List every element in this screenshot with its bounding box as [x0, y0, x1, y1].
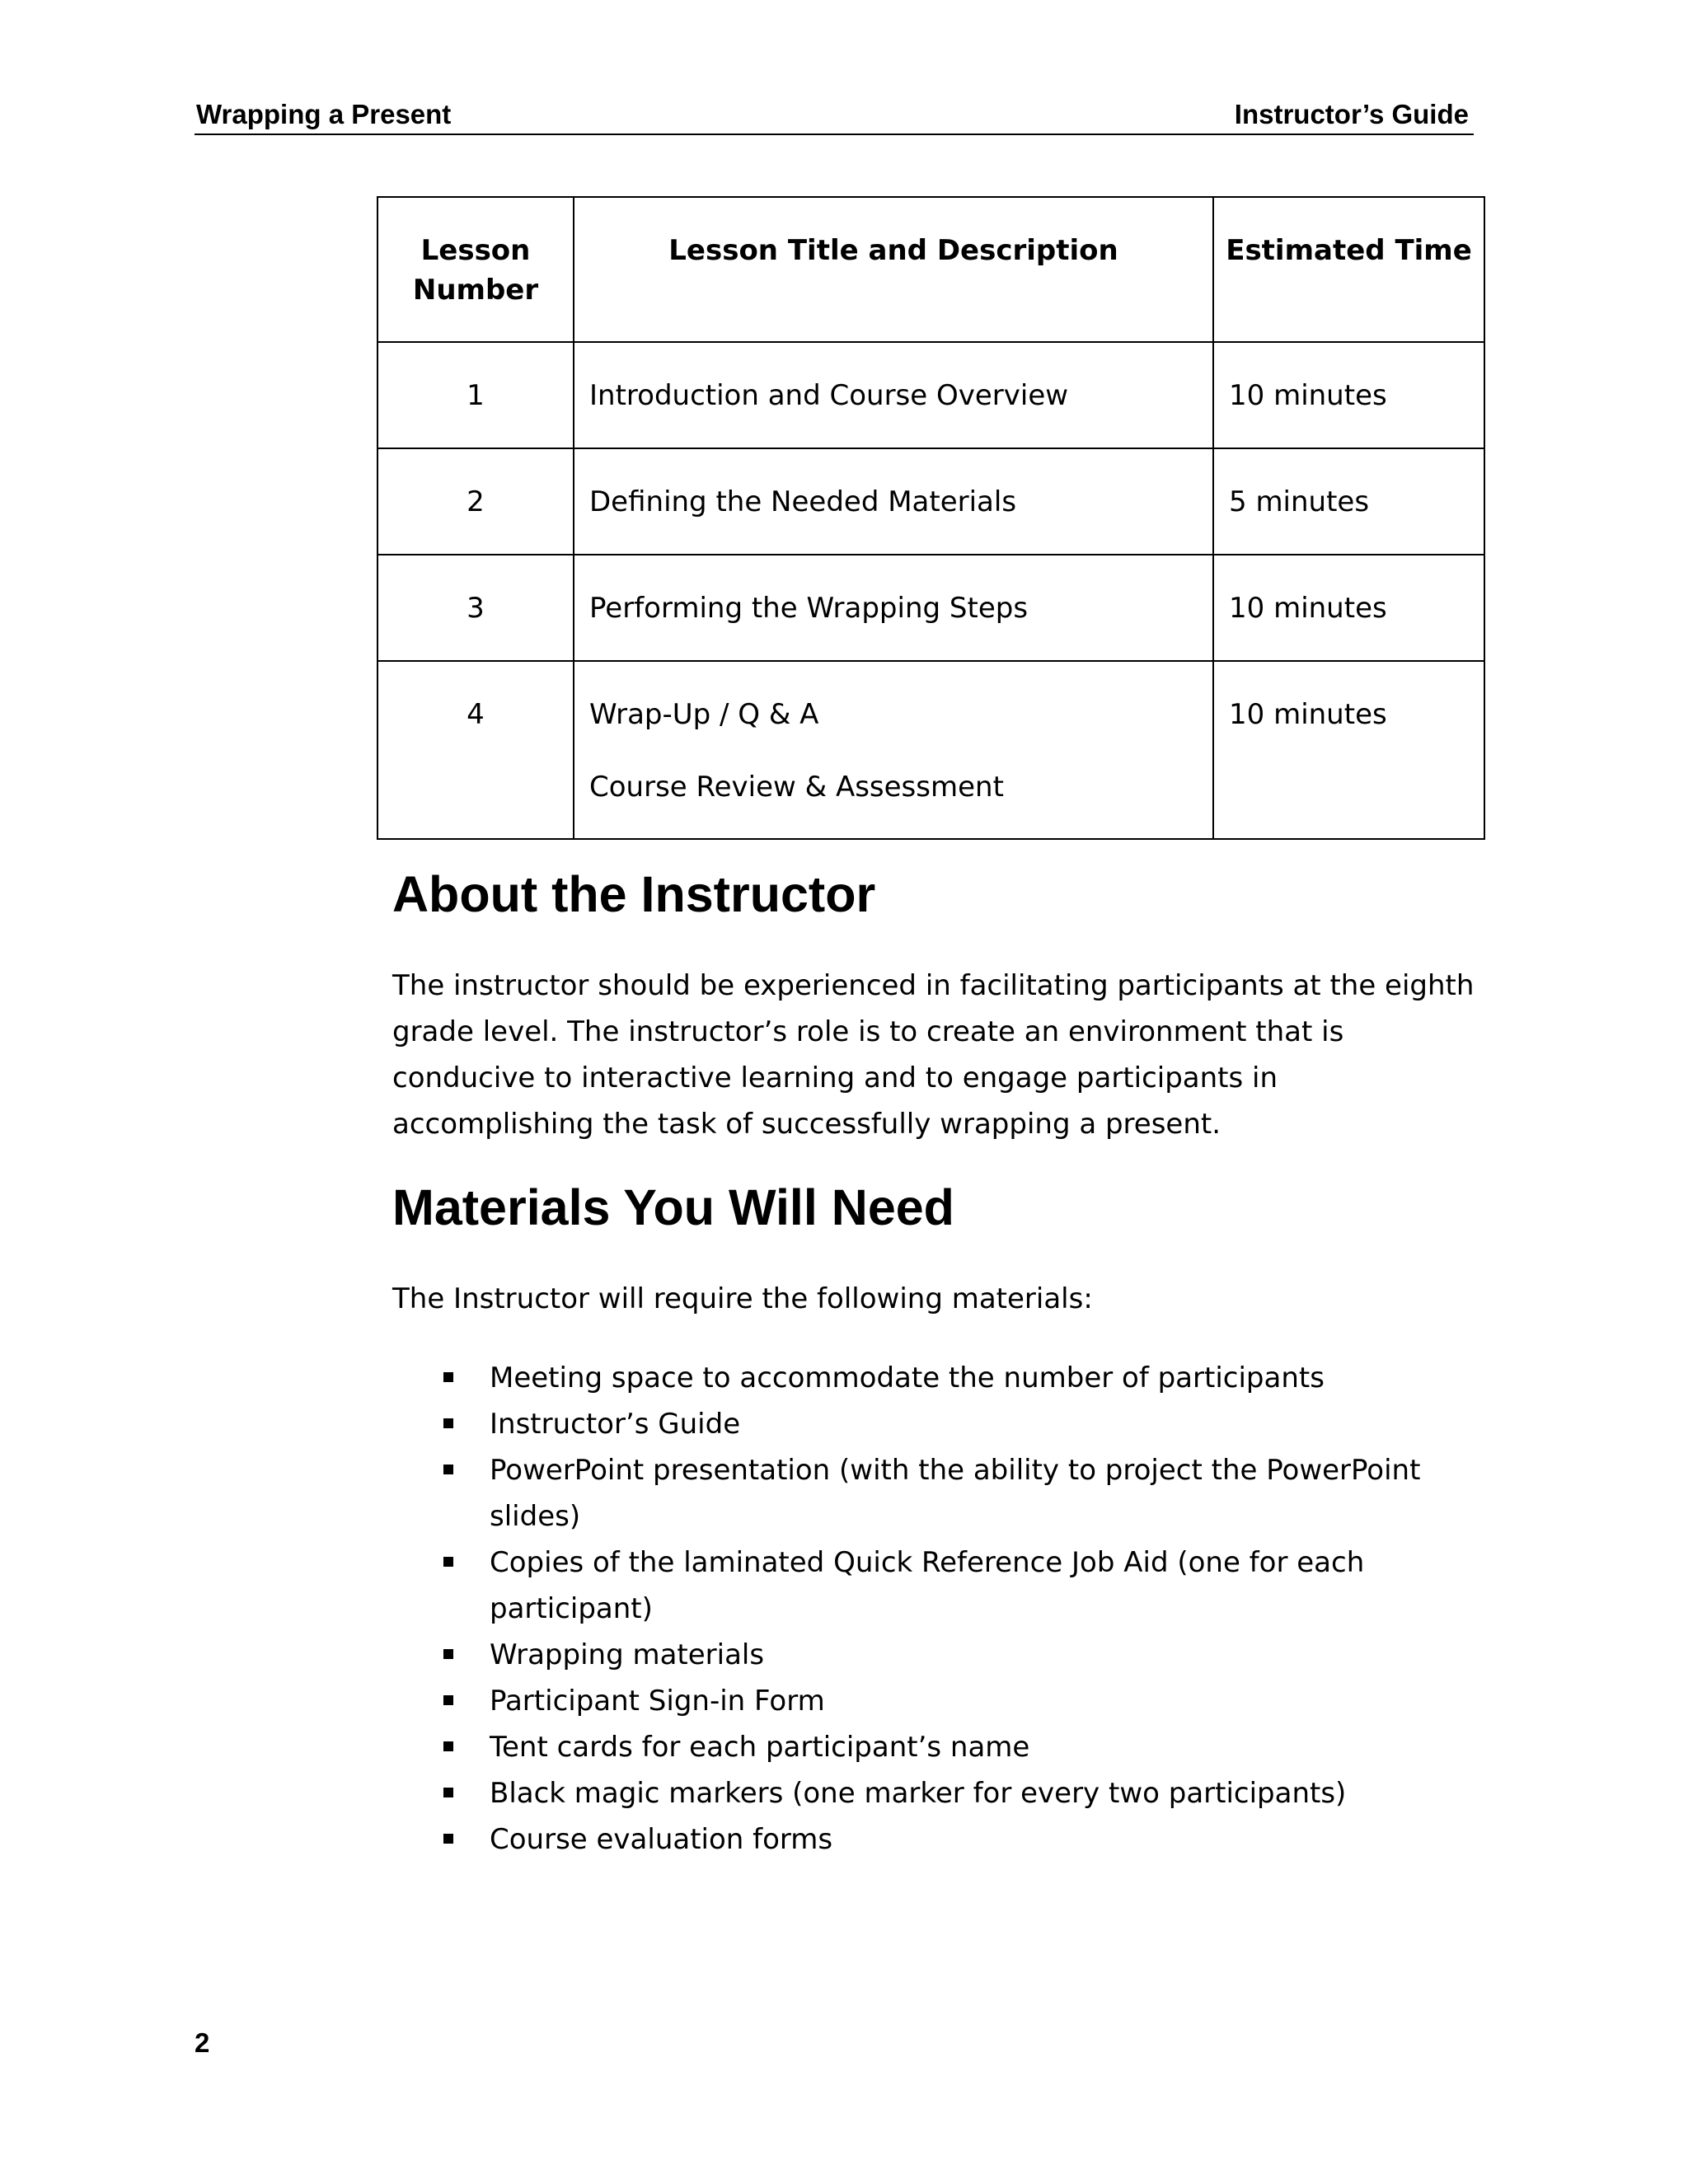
lesson-title-cell: Introduction and Course Overview	[574, 342, 1213, 448]
materials-heading: Materials You Will Need	[392, 1179, 954, 1235]
list-item	[392, 1724, 1464, 1770]
table-header-row	[377, 197, 1484, 342]
lesson-number-cell: 3	[377, 555, 574, 661]
lesson-table	[377, 196, 1485, 840]
lesson-time-cell: 10 minutes	[1213, 661, 1484, 839]
list-item	[392, 1401, 1464, 1447]
about-instructor-heading: About the Instructor	[392, 866, 876, 922]
list-item	[392, 1632, 1464, 1678]
lesson-title-text: Wrap-Up / Q & A	[589, 698, 819, 731]
square-bullet-icon	[443, 1557, 453, 1567]
lesson-time-cell: 5 minutes	[1213, 448, 1484, 555]
table-row	[377, 448, 1484, 555]
materials-list	[392, 1355, 1464, 1863]
list-item-text: PowerPoint presentation (with the ability to project the PowerPoint slides)	[490, 1454, 1421, 1533]
table-row	[377, 555, 1484, 661]
list-item-text: Meeting space to accommodate the number of participants	[490, 1361, 1325, 1394]
square-bullet-icon	[443, 1649, 453, 1659]
header-guide-label: Instructor’s Guide	[1234, 99, 1469, 129]
header-document-title: Wrapping a Present	[196, 99, 452, 129]
list-item	[392, 1540, 1464, 1632]
list-item	[392, 1816, 1464, 1863]
page-number: 2	[195, 2027, 210, 2058]
about-instructor-paragraph: The instructor should be experienced in facilitating participants at the eighth grade level. The instructor’s role is to create an environment that is conducive to interactive learning and to engage participants in accomplishing the task of successfully wrapping a present.	[392, 969, 1475, 1141]
list-item	[392, 1447, 1464, 1540]
lesson-number-cell: 1	[377, 342, 574, 448]
header-estimated-time: Estimated Time	[1213, 197, 1484, 342]
lesson-title-cell: Defining the Needed Materials	[574, 448, 1213, 555]
list-item	[392, 1770, 1464, 1816]
lesson-time-cell: 10 minutes	[1213, 342, 1484, 448]
square-bullet-icon	[443, 1372, 453, 1382]
table-row	[377, 342, 1484, 448]
lesson-title-cell	[574, 661, 1213, 839]
list-item	[392, 1355, 1464, 1401]
lesson-title-cell: Performing the Wrapping Steps	[574, 555, 1213, 661]
list-item-text: Black magic markers (one marker for every two participants)	[490, 1777, 1347, 1810]
page-header	[195, 97, 1474, 135]
lesson-number-cell: 2	[377, 448, 574, 555]
lesson-number-cell: 4	[377, 661, 574, 839]
list-item-text: Tent cards for each participant’s name	[490, 1731, 1030, 1764]
square-bullet-icon	[443, 1465, 453, 1474]
square-bullet-icon	[443, 1695, 453, 1705]
square-bullet-icon	[443, 1418, 453, 1428]
list-item	[392, 1678, 1464, 1724]
table-row	[377, 661, 1484, 839]
square-bullet-icon	[443, 1788, 453, 1797]
square-bullet-icon	[443, 1834, 453, 1844]
header-lesson-number: Lesson Number	[377, 197, 574, 342]
list-item-text: Instructor’s Guide	[490, 1408, 741, 1441]
list-item-text: Course evaluation forms	[490, 1823, 833, 1856]
list-item-text: Participant Sign-in Form	[490, 1685, 825, 1718]
lesson-subtitle-text: Course Review & Assessment	[589, 771, 1004, 804]
header-lesson-title: Lesson Title and Description	[574, 197, 1213, 342]
square-bullet-icon	[443, 1741, 453, 1751]
materials-intro: The Instructor will require the following materials:	[392, 1282, 1093, 1315]
lesson-time-cell: 10 minutes	[1213, 555, 1484, 661]
list-item-text: Copies of the laminated Quick Reference Job Aid (one for each participant)	[490, 1546, 1365, 1625]
list-item-text: Wrapping materials	[490, 1638, 765, 1671]
